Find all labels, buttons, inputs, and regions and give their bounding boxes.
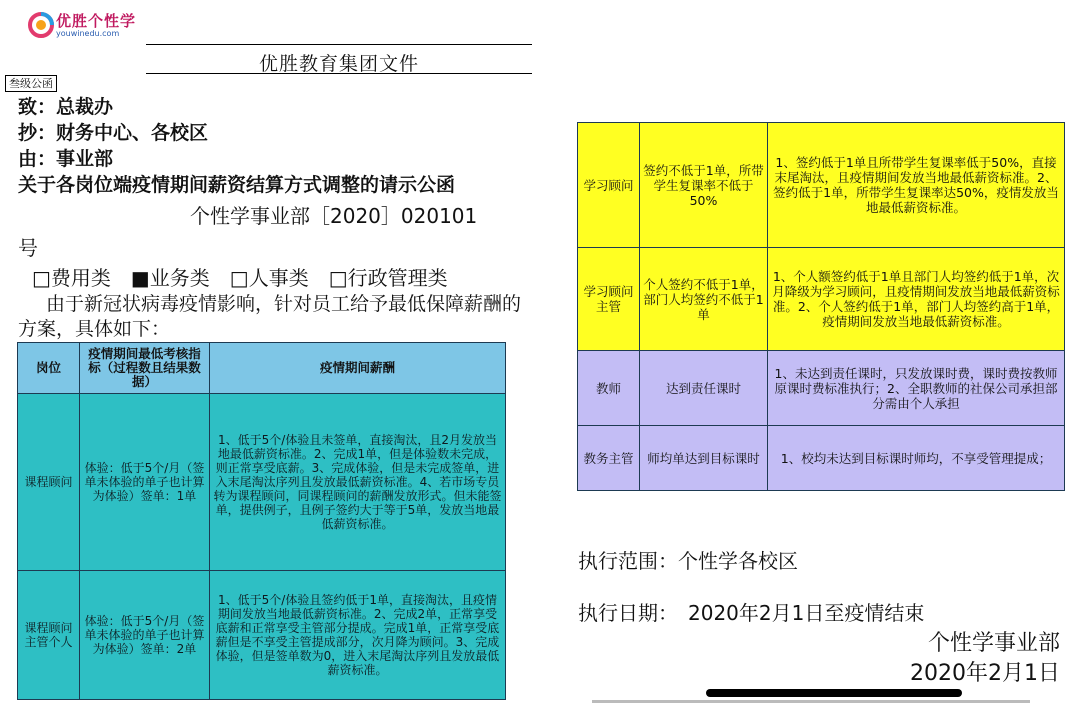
table-row xyxy=(578,123,1065,248)
role-cell: 课程顾问主管个人 xyxy=(18,571,80,700)
salary-table-left xyxy=(17,342,506,700)
header-rule-bottom xyxy=(146,73,532,74)
execution-date: 执行日期： 2020年2月1日至疫情结束 xyxy=(578,601,925,625)
salary-cell: 1、低于5个/体验且未签单，直接淘汰，且2月发放当地最低薪资标准。2、完成1单，但是体验数未完成，则正常享受底薪。3、完成体验，但是未完成签单，进入末尾淘汰序列且发放最低薪资标准。4、若市场专员转为课程顾问，同课程顾问的薪酬发放形式。但未能签单，提供例子，且例子签约大于等于5单，发放当地最低薪资标准。 xyxy=(210,394,506,571)
salary-cell: 1、签约低于1单且所带学生复课率低于50%，直接末尾淘汰，且疫情期间发放当地最低薪资标准。2、签约低于1单，所带学生复课率达50%，疫情发放当地最低薪资标准。 xyxy=(768,123,1065,248)
salary-cell: 1、低于5个/体验且签约低于1单，直接淘汰，且疫情期间发放当地最低薪资标准。2、完成2单，正常享受底薪和正常享受主管部分提成。完成1单，正常享受底薪但是不享受主管提成部分，次月降为顾问。3、完成体验，但是签单数为0，进入末尾淘汰序列且发放最低薪资标准。 xyxy=(210,571,506,700)
header-salary: 疫情期间薪酬 xyxy=(210,343,506,394)
logo-url: youwinedu.com xyxy=(56,29,120,38)
home-indicator[interactable] xyxy=(706,689,962,697)
table-row xyxy=(578,426,1065,491)
indicator-cell: 体验：低于5个/月（签单未体验的单子也计算为体验）签单：2单 xyxy=(80,571,210,700)
memo-from: 由：事业部 xyxy=(18,148,114,170)
execution-scope: 执行范围：个性学各校区 xyxy=(578,549,798,573)
salary-cell: 1、未达到责任课时，只发放课时费，课时费按教师原课时费标准执行；2、全职教师的社保公司承担部分需由个人承担 xyxy=(768,351,1065,426)
category-checkboxes: □费用类 ■业务类 □人事类 □行政管理类 xyxy=(32,266,448,290)
org-title: 优胜教育集团文件 xyxy=(258,53,419,75)
memo-subject: 关于各岗位端疫情期间薪资结算方式调整的请示公函 xyxy=(18,174,456,196)
header-indicator: 疫情期间最低考核指标（过程数且结果数据） xyxy=(80,343,210,394)
role-cell: 教师 xyxy=(578,351,640,426)
signature-date: 2020年2月1日 xyxy=(910,661,1060,686)
role-cell: 学习顾问主管 xyxy=(578,248,640,351)
signature-org: 个性学事业部 xyxy=(927,631,1060,656)
table-header-row xyxy=(18,343,506,394)
indicator-cell: 师均单达到目标课时 xyxy=(640,426,768,491)
indicator-cell: 达到责任课时 xyxy=(640,351,768,426)
role-cell: 教务主管 xyxy=(578,426,640,491)
table-row xyxy=(578,248,1065,351)
salary-cell: 1、校均未达到目标课时师均，不享受管理提成； xyxy=(768,426,1065,491)
role-cell: 课程顾问 xyxy=(18,394,80,571)
doc-number-suffix: 号 xyxy=(18,236,38,260)
salary-cell: 1、个人额签约低于1单且部门人均签约低于1单，次月降级为学习顾问，且疫情期间发放当地最低薪资标准。2、个人签约低于1单，部门人均签约高于1单，疫情期间发放当地最低薪资标准。 xyxy=(768,248,1065,351)
scroll-indicator[interactable] xyxy=(592,700,1030,703)
header-role: 岗位 xyxy=(18,343,80,394)
header-rule-top xyxy=(146,44,532,45)
intro-paragraph: 由于新冠状病毒疫情影响，针对员工给予最低保障薪酬的方案，具体如下： xyxy=(18,293,522,340)
indicator-cell: 体验：低于5个/月（签单未体验的单子也计算为体验）签单：1单 xyxy=(80,394,210,571)
memo-cc: 抄：财务中心、各校区 xyxy=(18,122,209,144)
logo-text: 优胜个性学 xyxy=(56,12,137,30)
salary-table-right xyxy=(577,122,1065,491)
role-cell: 学习顾问 xyxy=(578,123,640,248)
table-row xyxy=(18,571,506,700)
logo-icon xyxy=(28,12,54,38)
table-row xyxy=(578,351,1065,426)
indicator-cell: 个人签约不低于1单，部门人均签约不低于1单 xyxy=(640,248,768,351)
doc-number: 个性学事业部［2020］020101 xyxy=(190,204,478,228)
memo-to: 致：总裁办 xyxy=(18,96,114,118)
indicator-cell: 签约不低于1单，所带学生复课率不低于50% xyxy=(640,123,768,248)
table-row xyxy=(18,394,506,571)
level-badge: 叁级公函 xyxy=(5,75,57,92)
